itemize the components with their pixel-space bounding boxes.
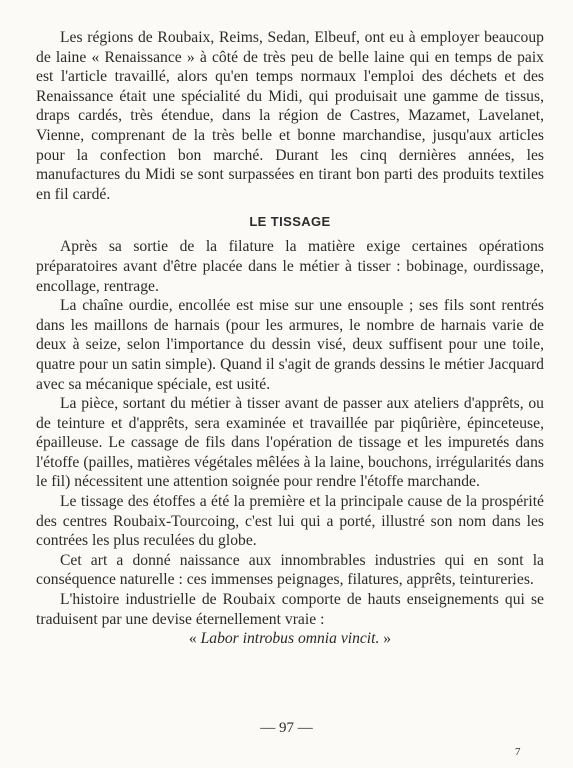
page-body — [36, 28, 544, 649]
paragraph-inspection: La pièce, sortant du métier à tisser avant de passer aux ateliers d'apprêts, ou de teinture et d'apprêts, sera examinée et travaillée par piqûrière, épinceteuse, épailleuse. Le cassage de fils dans l'opération de tissage et les impuretés dans l'étoffe (pailles, matières végétales mêlées à la laine, bouchons, irrégularités dans le fil) nécessitent une attention soignée pour rendre l'étoffe marchande. — [36, 395, 544, 491]
page-number: — 97 — — [260, 720, 313, 736]
paragraph-prosperity: Le tissage des étoffes a été la première et la principale cause de la prospérité des centres Roubaix-Tourcoing, c'est lui qui a porté, illustré son nom dans les contrées les plus reculées du globe. — [36, 493, 544, 550]
corner-number: 7 — [515, 746, 521, 758]
paragraph-industries: Cet art a donné naissance aux innombrables industries qui en sont la conséquence naturelle : ces immenses peignages, filatures, apprêts, teintureries. — [36, 551, 544, 589]
motto-open-quote: « — [188, 630, 201, 648]
motto-close-quote: » — [379, 630, 392, 648]
paragraph-chain: La chaîne ourdie, encollée est mise sur une ensouple ; ses fils sont rentrés dans les maillons de harnais (pour les armures, le nombre de harnais varie de deux à seize, selon l'importance du dessin visé, deux suffisent pour une toile, quatre pour un satin simple). Quand il s'agit de grands dessins le métier Jacquard avec sa mécanique spéciale, est usité. — [36, 297, 544, 393]
paragraph-preparation: Après sa sortie de la filature la matière exige certaines opérations préparatoires avant d'être placée dans le métier à tisser : bobinage, ourdissage, encollage, rentrage. — [36, 238, 544, 295]
section-title: LE TISSAGE — [249, 214, 331, 230]
motto-line — [36, 629, 544, 649]
intro-paragraph: Les régions de Roubaix, Reims, Sedan, Elbeuf, ont eu à employer beaucoup de laine « Renaissance » à côté de très peu de belle laine qui en temps de paix est l'article travaillé, alors qu'en temps normaux l'emploi des déchets et des Renaissance était une spécialité du Midi, qui produisait une gamme de tissus, draps cardés, très étendue, dans la région de Castres, Mazamet, Lavelanet, Vienne, comprenant de la très belle et bonne marchandise, jusqu'aux articles pour la confection bon marché. Durant les cinq dernières années, les manufactures du Midi se sont surpassées en tirant bon parti des produits textiles en fil cardé. — [36, 29, 544, 203]
motto-text: Labor introbus omnia vincit. — [200, 630, 380, 648]
paragraph-history: L'histoire industrielle de Roubaix comporte de hauts enseignements qui se traduisent par une devise éternellement vraie : — [36, 591, 544, 628]
